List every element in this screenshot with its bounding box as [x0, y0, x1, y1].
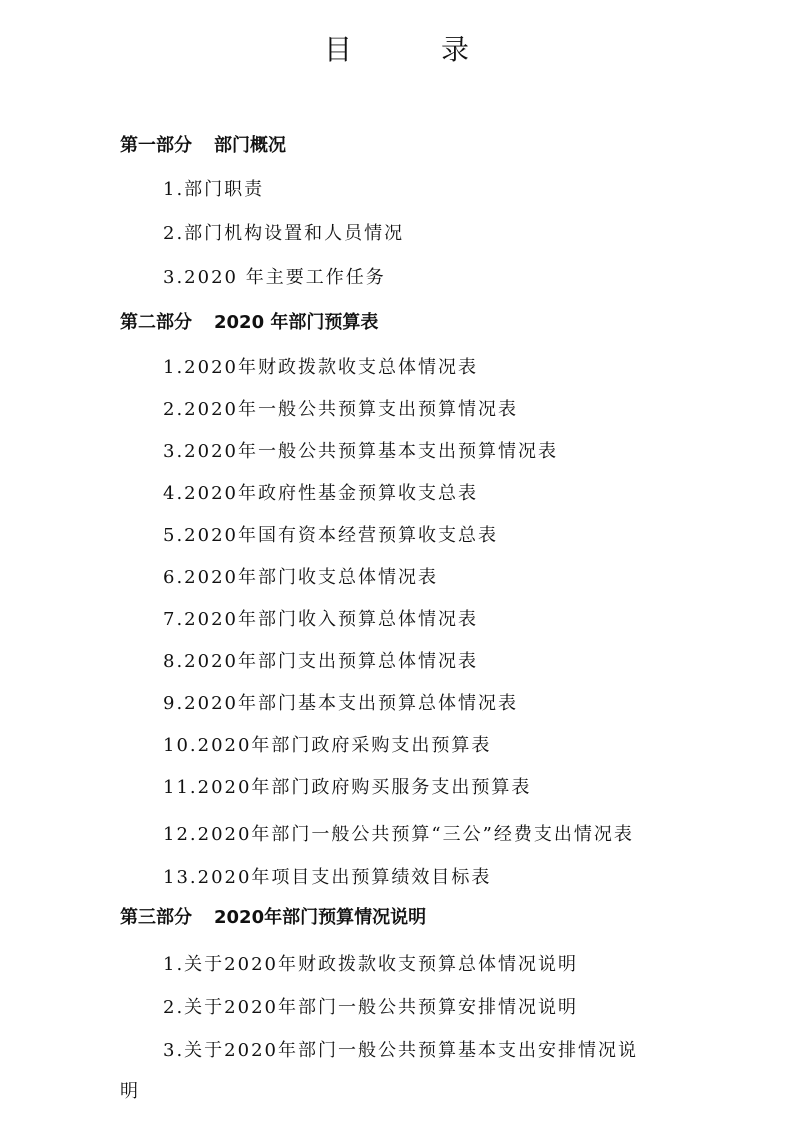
toc-item: 13.2020年项目支出预算绩效目标表	[163, 867, 492, 888]
section-name: 部门概况	[214, 135, 286, 156]
toc-item: 3.2020 年主要工作任务	[163, 267, 386, 288]
section-part-label: 第三部分	[120, 907, 192, 928]
section-name: 2020 年部门预算表	[214, 312, 379, 333]
section-heading	[120, 903, 426, 929]
toc-item: 1.关于2020年财政拨款收支预算总体情况说明	[163, 954, 578, 975]
toc-item: 7.2020年部门收入预算总体情况表	[163, 609, 478, 630]
section-heading	[120, 308, 378, 334]
toc-item: 4.2020年政府性基金预算收支总表	[163, 483, 478, 504]
toc-item: 5.2020年国有资本经营预算收支总表	[163, 525, 498, 546]
toc-item: 10.2020年部门政府采购支出预算表	[163, 735, 492, 756]
toc-item: 2.部门机构设置和人员情况	[163, 223, 405, 244]
toc-item: 1.部门职责	[163, 179, 265, 200]
toc-item: 8.2020年部门支出预算总体情况表	[163, 651, 478, 672]
section-part-label: 第一部分	[120, 135, 192, 156]
page-title: 目 录	[324, 33, 509, 66]
toc-item: 3.关于2020年部门一般公共预算基本支出安排情况说	[163, 1040, 638, 1061]
section-name: 2020年部门预算情况说明	[214, 907, 427, 928]
section-part-label: 第二部分	[120, 312, 192, 333]
section-heading	[120, 131, 286, 157]
toc-item: 12.2020年部门一般公共预算“三公”经费支出情况表	[163, 824, 634, 845]
toc-item: 6.2020年部门收支总体情况表	[163, 567, 438, 588]
toc-item: 1.2020年财政拨款收支总体情况表	[163, 357, 478, 378]
toc-item: 9.2020年部门基本支出预算总体情况表	[163, 693, 518, 714]
toc-item: 3.2020年一般公共预算基本支出预算情况表	[163, 441, 558, 462]
toc-item: 2.关于2020年部门一般公共预算安排情况说明	[163, 997, 578, 1018]
toc-item-continuation: 明	[120, 1081, 138, 1102]
toc-item: 2.2020年一般公共预算支出预算情况表	[163, 399, 518, 420]
toc-item: 11.2020年部门政府购买服务支出预算表	[163, 777, 532, 798]
